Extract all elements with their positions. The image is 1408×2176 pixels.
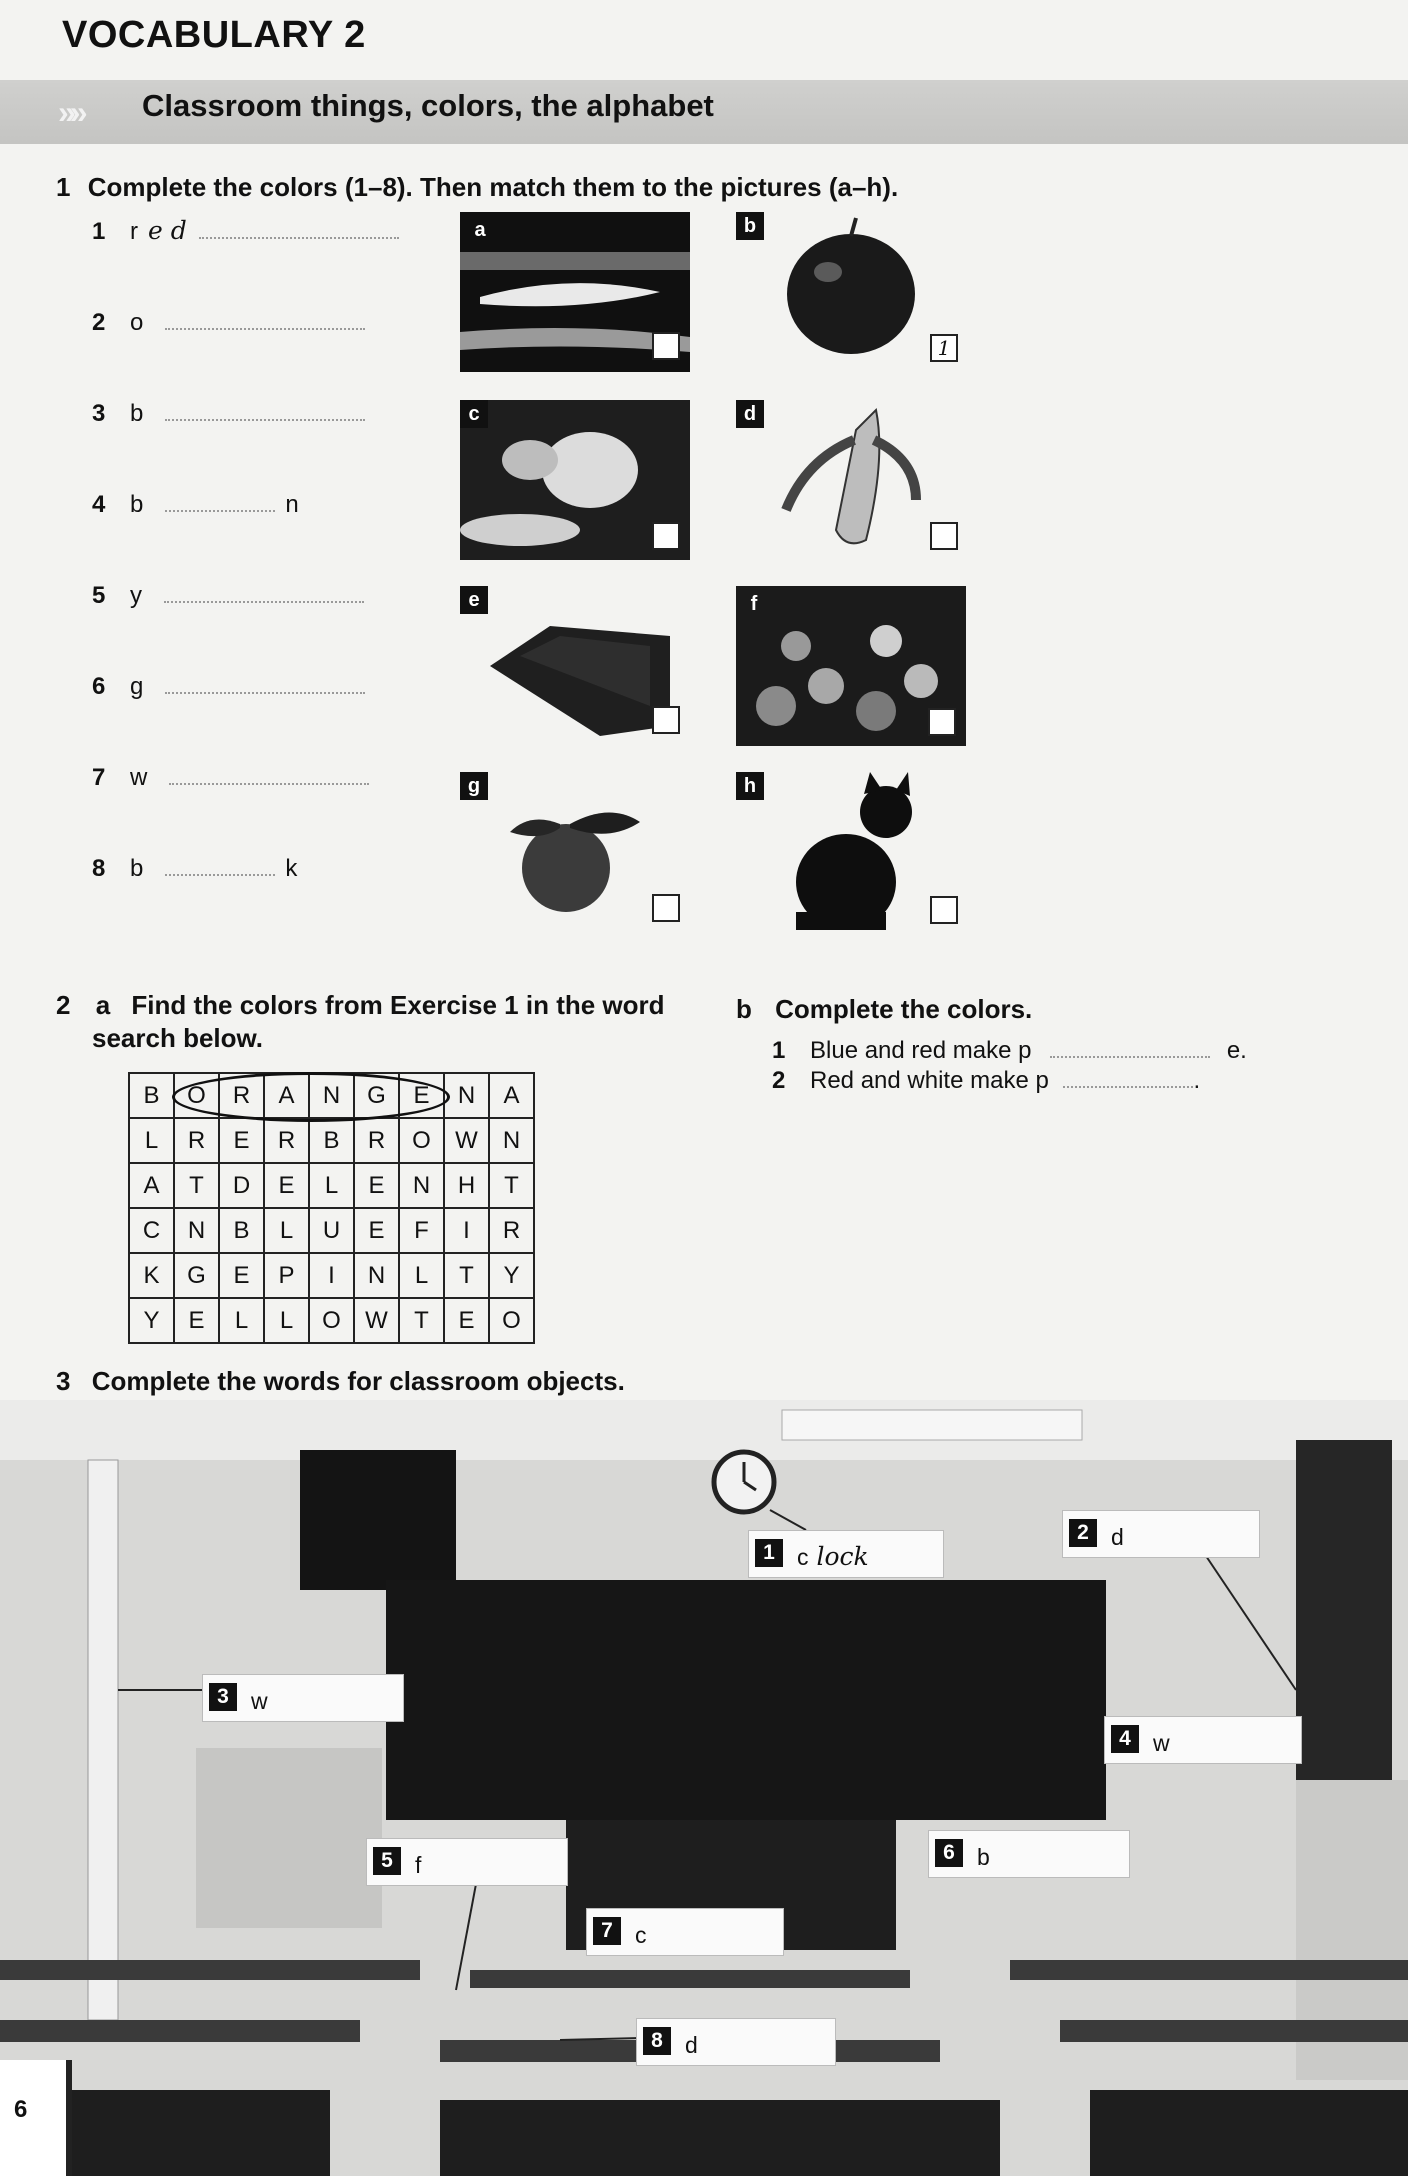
circled-word-orange (172, 1072, 450, 1122)
grid-cell[interactable]: H (444, 1163, 489, 1208)
color-item-3 (92, 398, 375, 428)
first-letter: r (130, 218, 138, 245)
ex3-instruction: Complete the words for classroom objects. (91, 1366, 625, 1396)
grid-cell[interactable]: A (489, 1073, 534, 1118)
item-number: 1 (772, 1037, 786, 1064)
answer-blank[interactable] (165, 490, 275, 512)
grid-cell[interactable]: E (354, 1163, 399, 1208)
grid-cell[interactable]: F (399, 1208, 444, 1253)
answer-blank[interactable] (165, 672, 365, 694)
ex3-heading (56, 1366, 625, 1397)
grid-cell[interactable]: L (129, 1118, 174, 1163)
picture-letter: e (460, 586, 488, 614)
grid-cell[interactable]: O (399, 1118, 444, 1163)
ex2-number: 2 (56, 990, 71, 1020)
grid-cell[interactable]: B (309, 1118, 354, 1163)
grid-cell[interactable]: R (354, 1118, 399, 1163)
item-number: 1 (92, 218, 106, 245)
item-number: 2 (92, 309, 106, 336)
grid-cell[interactable]: E (264, 1163, 309, 1208)
grid-cell[interactable]: W (444, 1118, 489, 1163)
grid-cell[interactable]: T (489, 1163, 534, 1208)
first-letter: b (130, 491, 144, 518)
picture-letter: h (736, 772, 764, 800)
first-letter: o (130, 309, 144, 336)
page-title: VOCABULARY 2 (62, 14, 366, 56)
object-label-5[interactable] (366, 1838, 568, 1886)
object-label-1[interactable] (748, 1530, 944, 1578)
ex2b-item-1 (772, 1036, 1247, 1065)
grid-cell[interactable]: I (444, 1208, 489, 1253)
answer-blank[interactable] (165, 308, 365, 330)
label-number: 4 (1111, 1725, 1139, 1753)
grid-cell[interactable]: P (264, 1253, 309, 1298)
picture-letter: c (460, 400, 488, 428)
label-number: 5 (373, 1847, 401, 1875)
grid-cell[interactable]: L (399, 1253, 444, 1298)
handwritten-answer: e d (148, 216, 187, 245)
grid-cell[interactable]: T (444, 1253, 489, 1298)
grid-cell[interactable]: T (174, 1163, 219, 1208)
label-number: 7 (593, 1917, 621, 1945)
answer-blank[interactable] (169, 763, 369, 785)
picture-letter: d (736, 400, 764, 428)
picture-d (736, 400, 966, 560)
grid-cell[interactable]: L (264, 1208, 309, 1253)
first-letter: c (635, 1922, 647, 1948)
grid-cell[interactable]: E (219, 1118, 264, 1163)
item-number: 8 (92, 855, 106, 882)
item-text: Blue and red make p (810, 1037, 1032, 1064)
label-text (1153, 1728, 1178, 1757)
grid-row (129, 1208, 534, 1253)
picture-letter: a (474, 219, 486, 241)
ex2b-label: b (736, 994, 752, 1024)
item-ending: e. (1226, 1037, 1247, 1064)
first-letter: w (251, 1688, 268, 1714)
answer-box[interactable] (930, 896, 958, 924)
first-letter: b (977, 1844, 990, 1870)
item-number: 6 (92, 673, 106, 700)
object-label-8[interactable] (636, 2018, 836, 2066)
color-item-1 (92, 216, 409, 246)
label-text (251, 1686, 276, 1715)
answer-blank[interactable] (165, 399, 365, 421)
label-number: 3 (209, 1683, 237, 1711)
handwritten-answer: lock (816, 1542, 869, 1571)
item-text: Red and white make p (810, 1067, 1049, 1094)
grid-cell[interactable]: R (264, 1118, 309, 1163)
first-letter: c (797, 1544, 809, 1570)
label-number: 8 (643, 2027, 671, 2055)
grid-cell[interactable]: A (264, 1073, 309, 1118)
grid-cell[interactable]: D (219, 1163, 264, 1208)
item-number: 4 (92, 491, 106, 518)
picture-letter: g (460, 772, 488, 800)
object-label-4[interactable] (1104, 1716, 1302, 1764)
answer-blank[interactable] (1050, 1036, 1210, 1058)
first-letter: y (130, 582, 142, 609)
object-label-3[interactable] (202, 1674, 404, 1722)
answer-blank[interactable] (1063, 1066, 1193, 1088)
grid-cell[interactable]: N (174, 1208, 219, 1253)
answer-box[interactable]: 1 (930, 334, 958, 362)
grid-cell[interactable]: L (219, 1298, 264, 1343)
label-number: 1 (755, 1539, 783, 1567)
grid-cell[interactable]: E (444, 1298, 489, 1343)
grid-cell[interactable]: L (309, 1163, 354, 1208)
ex1-number: 1 (56, 172, 71, 202)
first-letter: b (130, 400, 144, 427)
answer-box[interactable] (652, 522, 680, 550)
grid-cell[interactable]: O (309, 1298, 354, 1343)
answer-box[interactable] (652, 894, 680, 922)
label-text (797, 1542, 869, 1571)
grid-cell[interactable]: E (354, 1208, 399, 1253)
grid-cell[interactable]: W (354, 1298, 399, 1343)
answer-box[interactable] (652, 332, 680, 360)
grid-cell[interactable]: N (444, 1073, 489, 1118)
grid-cell[interactable]: E (174, 1298, 219, 1343)
grid-cell[interactable]: U (309, 1208, 354, 1253)
last-letter: k (285, 855, 298, 882)
color-item-5 (92, 580, 374, 610)
ex2a-instruction-line2: search below. (92, 1023, 263, 1053)
picture-h (736, 772, 966, 932)
grid-row (129, 1298, 534, 1343)
section-band (0, 80, 1408, 144)
last-letter: n (285, 491, 299, 518)
picture-f (736, 586, 966, 746)
item-number: 5 (92, 582, 106, 609)
first-letter: f (415, 1852, 422, 1878)
picture-b (736, 212, 966, 372)
ex2a-instruction-line1: Find the colors from Exercise 1 in the word (131, 990, 665, 1020)
page-number-tab (0, 2060, 72, 2176)
grid-cell[interactable]: R (219, 1073, 264, 1118)
grid-cell[interactable]: K (129, 1253, 174, 1298)
grid-row (129, 1118, 534, 1163)
label-text (635, 1920, 655, 1949)
grid-cell[interactable]: N (354, 1253, 399, 1298)
color-item-6 (92, 671, 375, 701)
grid-cell[interactable]: N (399, 1163, 444, 1208)
ex3-number: 3 (56, 1366, 71, 1396)
grid-cell[interactable]: O (174, 1073, 219, 1118)
label-text (685, 2030, 706, 2059)
ex2b-instruction: Complete the colors. (775, 994, 1033, 1024)
color-item-2 (92, 307, 375, 337)
section-subtitle: Classroom things, colors, the alphabet (142, 88, 714, 123)
first-letter: w (1153, 1730, 1170, 1756)
item-ending: . (1193, 1067, 1201, 1094)
grid-row (129, 1253, 534, 1298)
answer-blank[interactable] (165, 854, 275, 876)
object-label-2[interactable] (1062, 1510, 1260, 1558)
answer-box[interactable] (930, 522, 958, 550)
grid-cell[interactable]: O (489, 1298, 534, 1343)
ex1-heading (56, 172, 898, 203)
picture-c (460, 400, 690, 560)
color-item-7 (92, 762, 379, 792)
item-number: 7 (92, 764, 106, 791)
ex2b-heading (736, 994, 1032, 1025)
grid-cell[interactable]: E (399, 1073, 444, 1118)
item-number: 3 (92, 400, 106, 427)
picture-g (460, 772, 690, 932)
grid-cell[interactable]: B (219, 1208, 264, 1253)
first-letter: g (130, 673, 144, 700)
page-number: 6 (14, 2096, 28, 2123)
grid-cell[interactable]: Y (489, 1253, 534, 1298)
object-label-6[interactable] (928, 1830, 1130, 1878)
grid-row (129, 1163, 534, 1208)
grid-cell[interactable]: L (264, 1298, 309, 1343)
grid-cell[interactable]: B (129, 1073, 174, 1118)
grid-cell[interactable]: C (129, 1208, 174, 1253)
grid-cell[interactable]: Y (129, 1298, 174, 1343)
answer-blank[interactable] (164, 581, 364, 603)
first-letter: b (130, 855, 144, 882)
ex2a-label: a (95, 990, 111, 1020)
picture-e (460, 586, 690, 746)
ex2-heading (56, 990, 665, 1021)
answer-blank[interactable] (199, 217, 399, 239)
object-label-7[interactable] (586, 1908, 784, 1956)
first-letter: w (130, 764, 148, 791)
label-text (977, 1842, 998, 1871)
grid-cell[interactable]: N (489, 1118, 534, 1163)
first-letter: d (685, 2032, 698, 2058)
picture-a (460, 212, 690, 372)
grid-cell[interactable]: A (129, 1163, 174, 1208)
grid-cell[interactable]: I (309, 1253, 354, 1298)
color-item-4 (92, 489, 299, 519)
label-text (1111, 1522, 1132, 1551)
picture-letter: f (750, 593, 758, 615)
chevron-icon: »» (58, 94, 82, 130)
grid-cell[interactable]: E (219, 1253, 264, 1298)
ex2b-item-2 (772, 1066, 1200, 1095)
label-text (415, 1850, 429, 1879)
grid-cell[interactable]: N (309, 1073, 354, 1118)
grid-cell[interactable]: R (489, 1208, 534, 1253)
color-item-8 (92, 853, 297, 883)
grid-cell[interactable]: T (399, 1298, 444, 1343)
answer-box[interactable] (928, 708, 956, 736)
grid-cell[interactable]: R (174, 1118, 219, 1163)
answer-box[interactable] (652, 706, 680, 734)
grid-cell[interactable]: G (354, 1073, 399, 1118)
label-number: 2 (1069, 1519, 1097, 1547)
picture-letter: b (736, 212, 764, 240)
ex1-instruction: Complete the colors (1–8). Then match them to the pictures (a–h). (87, 172, 899, 202)
label-number: 6 (935, 1839, 963, 1867)
grid-cell[interactable]: G (174, 1253, 219, 1298)
first-letter: d (1111, 1524, 1124, 1550)
item-number: 2 (772, 1067, 786, 1094)
